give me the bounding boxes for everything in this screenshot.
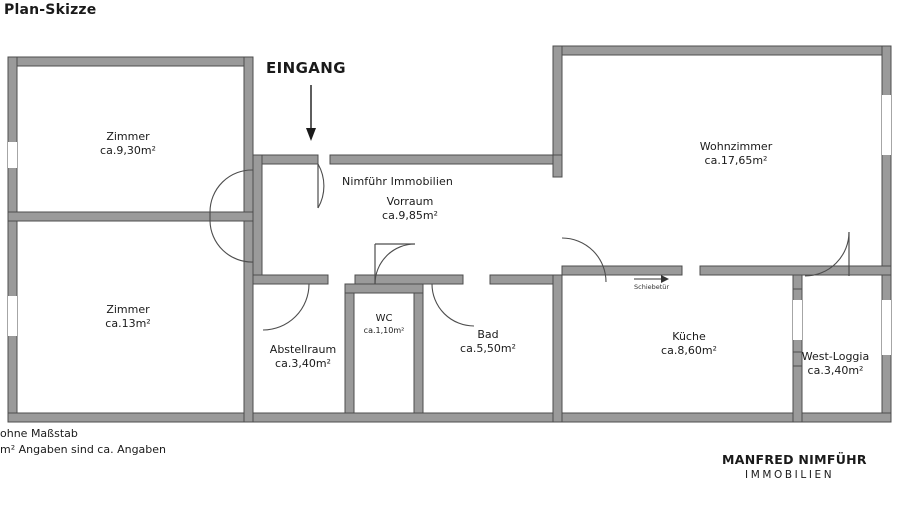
room-area: ca.13m²	[105, 316, 151, 330]
room-label-zimmer-1	[63, 130, 193, 158]
room-area: ca.9,30m²	[100, 143, 156, 157]
room-area: ca.8,60m²	[661, 343, 717, 357]
room-area: ca.9,85m²	[382, 208, 438, 222]
room-name: Wohnzimmer	[699, 140, 773, 153]
footnote-scale: ohne Maßstab	[0, 427, 78, 440]
footnote-areas: m² Angaben sind ca. Angaben	[0, 443, 167, 456]
room-name: Zimmer	[106, 303, 150, 316]
company-logo-subtitle: IMMOBILIEN	[745, 469, 835, 481]
room-label-wc	[345, 313, 423, 336]
inline-brand-label: Nimführ Immobilien	[342, 175, 453, 188]
room-label-west-loggia	[783, 350, 888, 378]
walls	[8, 46, 891, 422]
room-name: WC	[375, 313, 393, 324]
room-label-kueche	[625, 330, 753, 358]
company-logo-name: MANFRED NIMFÜHR	[722, 452, 867, 467]
room-area: ca.3,40m²	[807, 363, 864, 377]
room-name: Zimmer	[106, 130, 150, 143]
room-area: ca.5,50m²	[460, 341, 516, 355]
room-label-wohnzimmer	[666, 140, 806, 168]
room-label-vorraum	[345, 195, 475, 223]
room-label-zimmer-2	[63, 303, 193, 331]
room-name: Vorraum	[386, 195, 434, 208]
room-area: ca.3,40m²	[275, 356, 331, 370]
entrance-arrow	[306, 85, 316, 141]
room-label-bad	[424, 328, 552, 356]
room-area: ca.17,65m²	[704, 153, 768, 167]
page-title: Plan-Skizze	[4, 2, 97, 18]
room-name: Abstellraum	[269, 343, 337, 356]
room-label-abstellraum	[239, 343, 367, 371]
room-name: West-Loggia	[801, 350, 870, 363]
door-swings	[210, 164, 849, 330]
entrance-label: EINGANG	[266, 59, 346, 77]
room-name: Bad	[477, 328, 499, 341]
room-area: ca.1,10m²	[363, 325, 405, 335]
room-name: Küche	[672, 330, 706, 343]
sliding-door-arrow	[634, 275, 669, 283]
sliding-door-label: Schiebetür	[634, 283, 670, 291]
